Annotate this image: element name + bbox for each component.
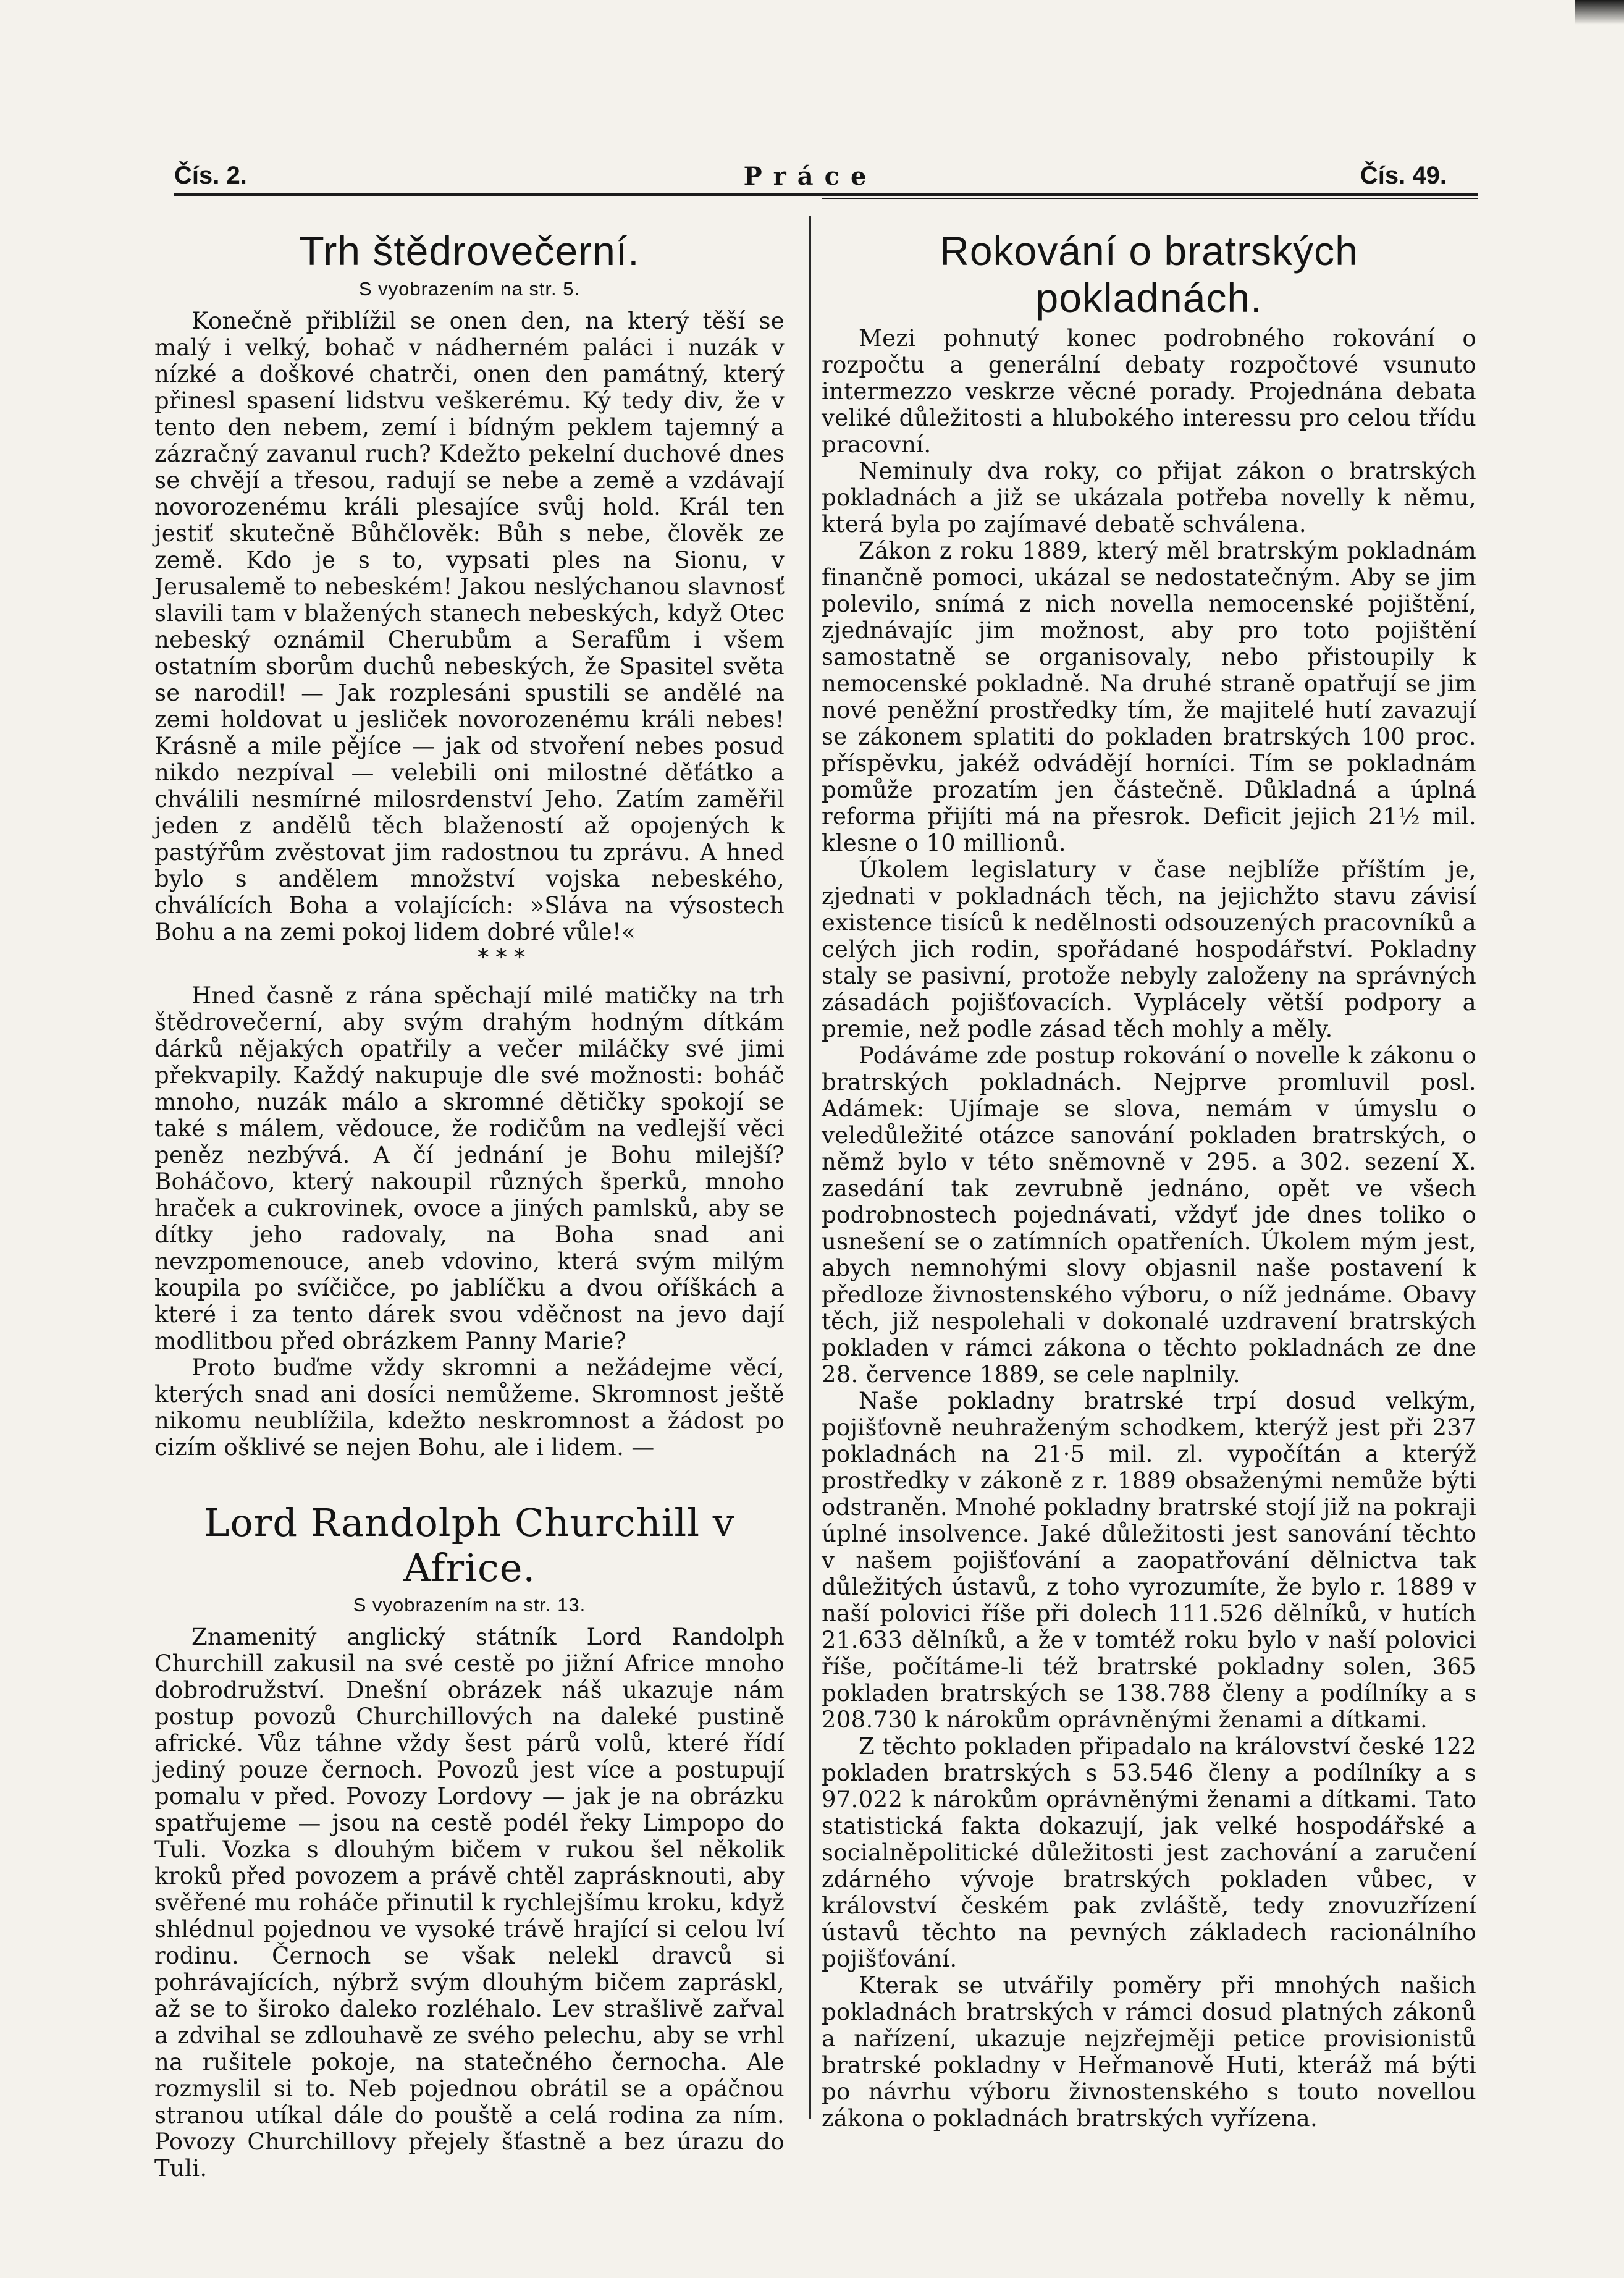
- article-paragraph: Neminuly dva roky, co přijat zákon o bratrských pokladnách a již se ukázala potřeba novelly k němu, která byla po zajímavé debatě schválena.: [822, 458, 1476, 538]
- issue-number-left: Čís. 2.: [174, 162, 247, 189]
- column-divider: [809, 216, 811, 2119]
- article-paragraph: Z těchto pokladen připadalo na království české 122 pokladen bratrských s 53.546 členy a podílníky a s 97.022 k nárokům oprávněnými ženami a dítkami. Tato statistická fakta dokazují, jak velké hospodářské a socialněpolitické důležitosti jest zachování a zaručení zdárného vývoje bratrských pokladen vůbec, v království českém pak zvláště, tedy znovuzřízení ústavů těchto na pevných základech racionálního pojišťování.: [822, 1733, 1476, 1972]
- article-paragraph: Znamenitý anglický státník Lord Randolph Churchill zakusil na své cestě po jižní Africe mnoho dobrodružství. Dnešní obrázek náš ukazuje nám postup povozů Churchillových na daleké pustině africké. Vůz táhne vždy šest párů volů, které řídí jediný pouze černoch. Povozů jest více a postupují pomalu v před. Povozy Lordovy — jak je na obrázku spatřujeme — jsou na cestě podél řeky Limpopo do Tuli. Vozka s dlouhým bičem v rukou šel několik kroků před povozem a právě chtěl zaprásknouti, aby svěřené mu roháče přinutil k rychlejšímu kroku, když shlédnul pojednou ve vysoké trávě hrající si celou lví rodinu. Černoch se však nelekl dravců si pohrávajících, nýbrž svým dlouhým bičem zapráskl, až se to široko daleko rozléhalo. Lev strašlivě zařval a zdvihal se zdlouhavě ze svého pelechu, aby se vrhl na rušitele pokoje, na statečného černocha. Ale rozmyslil si to. Neb pojednou obrátil se a opáčnou stranou utíkal dále do pouště a celá rodina za ním. Povozy Churchillovy přejely šťastně a bez úrazu do Tuli.: [154, 1624, 785, 2182]
- article-paragraph: Proto buďme vždy skromni a nežádejme věcí, kterých snad ani dosíci nemůžeme. Skromnost ještě nikomu neublížila, kdežto neskromnost a žádost po cizím ošklivé se nejen Bohu, ale i lidem. —: [154, 1354, 785, 1461]
- article-title: Lord Randolph Churchill v Africe.: [204, 1500, 735, 1590]
- asterism: * * *: [478, 945, 525, 971]
- issue-number-right: Čís. 49.: [1360, 162, 1447, 189]
- scan-edge: [1575, 0, 1624, 25]
- article-paragraph: Konečně přiblížil se onen den, na který těší se malý i velký, bohač v nádherném paláci i nuzák v nízké a doškové chatrči, onen den památný, který přinesl spasení lidstvu veškerému. Ký tedy div, že v tento den nebem, zemí i bídným peklem tajemný a zázračný zavanul ruch? Kdežto pekelní duchové dnes se chvějí a třesou, radují se nebe a země a vzdávají novorozenému králi plesajíce svůj hold. Král ten jestiť skutečně Bůhčlověk: Bůh s nebe, člověk ze země. Kdo je s to, vypsati ples na Sionu, v Jerusalemě to nebeském! Jakou neslýchanou slavnosť slavili tam v blažených stanech nebeských, když Otec nebeský oznámil Cherubům a Serafům i všem ostatním sborům duchů nebeských, že Spasitel světa se narodil! — Jak rozplesáni spustili se andělé na zemi holdovat u jesliček novorozenému králi nebes! Krásně a mile pějíce — jak od stvoření nebes posud nikdo nezpíval — velebili oni milostné děťátko a chválili nesmírné milosrdenství Jeho. Zatím zaměřil jeden z andělů těch blažeností až opojených k pastýřům zvěstovat jim radostnou tu zprávu. A hned bylo s andělem množství vojska nebeského, chválících Boha a volajících: »Sláva na výsostech Bohu a na zemi pokoj lidem dobré vůle!«: [154, 308, 785, 945]
- right-column: [822, 222, 1476, 2132]
- left-column: [154, 222, 785, 2182]
- article-paragraph: Naše pokladny bratrské trpí dosud velkým, pojišťovně neuhraženým schodkem, kterýž jest při 237 pokladnách na 21·5 mil. zl. vypočítán a kterýž prostředky v zákoně z r. 1889 obsaženými nemůže býti odstraněn. Mnohé pokladny bratrské stojí již na pokraji úplné insolvence. Jaké důležitosti jest sanování těchto v našem pojišťování a zaopatřování dělnictva tak důležitých ústavů, z toho vyrozumíte, že bylo r. 1889 v naší polovici říše při dolech 111.526 dělníků, v hutích 21.633 dělníků, a že v tomtéž roku bylo v naší polovici říše, počítáme-li též bratrské pokladny solen, 365 pokladen bratrských se 138.788 členy a podílníky a s 208.730 k nárokům oprávněnými ženami a dítkami.: [822, 1388, 1476, 1733]
- header-rule-thin: [822, 198, 1478, 199]
- article-rokovani: [822, 227, 1476, 2132]
- article-lord-churchill: [154, 1500, 785, 2182]
- page-header: [174, 162, 1447, 190]
- article-subtitle: S vyobrazením na str. 5.: [358, 278, 581, 300]
- article-title: Rokování o bratrských pokladnách.: [940, 228, 1358, 321]
- article-paragraph: Mezi pohnutý konec podrobného rokování o rozpočtu a generální debaty rozpočtové vsunuto intermezzo veskrze věcné porady. Projednána debata veliké důležitosti a hlubokého interessu pro celou třídu pracovní.: [822, 325, 1476, 458]
- article-title: Trh štědrovečerní.: [299, 228, 640, 274]
- article-paragraph: Zákon z roku 1889, který měl bratrským pokladnám finančně pomoci, ukázal se nedostatečným. Aby se jim polevilo, snímá z nich novella nemocenské pojištění, zjednávajíc jim možnost, aby pro toto pojištění samostatně se organisovaly, nebo přistoupily k nemocenské pokladně. Na druhé straně opatřují se jim nové peněžní prostředky tím, že majitelé hutí zavazují se zákonem splatiti do pokladen bratrských 100 proc. příspěvku, jakéž odvádějí horníci. Tím se pokladnám pomůže prozatím jen částečně. Důkladná a úplná reforma přijíti má na přesrok. Deficit jejich 21½ mil. klesne o 10 millionů.: [822, 538, 1476, 856]
- article-subtitle: S vyobrazením na str. 13.: [353, 1594, 586, 1616]
- article-trh-stedrovecerni: [154, 227, 785, 1461]
- article-paragraph: Podáváme zde postup rokování o novelle k zákonu o bratrských pokladnách. Nejprve promluvil posl. Adámek: Ujímaje se slova, nemám v úmyslu o veledůležité otázce sanování pokladen bratrských, o němž bylo v této sněmovně v 295. a 302. sezení X. zasedání tak zevrubně jednáno, opět ve všech podrobnostech pojednávati, vždyť jde dnes toliko o usnešení se o zatímních opatřeních. Úkolem mým jest, abych nemnohými slovy objasnil naše postavení k předloze živnostenského výboru, o níž jednáme. Obavy těch, již nespolehali v dokonalé uzdravení bratrských pokladen v rámci zákona o těchto pokladnách ze dne 28. července 1889, se cele naplnily.: [822, 1042, 1476, 1388]
- header-rule: [174, 193, 1478, 196]
- article-paragraph: Kterak se utvářily poměry při mnohých našich pokladnách bratrských v rámci dosud platných zákonů a nařízení, ukazuje nejzřejměji petice provisionistů bratrské pokladny v Heřmanově Huti, kteráž má býti po návrhu výboru živnostenského s touto novellou zákona o pokladnách bratrských vyřízena.: [822, 1972, 1476, 2132]
- article-paragraph: Úkolem legislatury v čase nejblíže příštím je, zjednati v pokladnách těch, na jejichžto stavu závisí existence tisíců k nedělnosti odsouzených pracovníků a celých jich rodin, spořádané hospodářství. Pokladny staly se pasivní, protože nebyly založeny na správných zásadách pojišťovacích. Vyplácely větší podpory a premie, než podle zásad těch mohly a měly.: [822, 856, 1476, 1042]
- article-paragraph: Hned časně z rána spěchají milé matičky na trh štědrovečerní, aby svým drahým hodným dítkám dárků nějakých opatřily a večer miláčky své jimi překvapily. Každý nakupuje dle své možnosti: boháč mnoho, nuzák málo a skromné dětičky spokojí se také s málem, vědouce, že rodičům na vedlejší věci peněz nezbývá. A čí jednání je Bohu milejší? Boháčovo, který nakoupil různých šperků, mnoho hraček a cukrovinek, ovoce a jiných pamlsků, aby se dítky jeho radovaly, na Boha snad ani nevzpomenouce, aneb vdovino, která svým milým koupila po svíčičce, po jablíčku a dvou oříškách a které i za tento dárek svou vděčnost na jevo dají modlitbou před obrázkem Panny Marie?: [154, 982, 785, 1354]
- newspaper-title: Práce: [743, 162, 878, 191]
